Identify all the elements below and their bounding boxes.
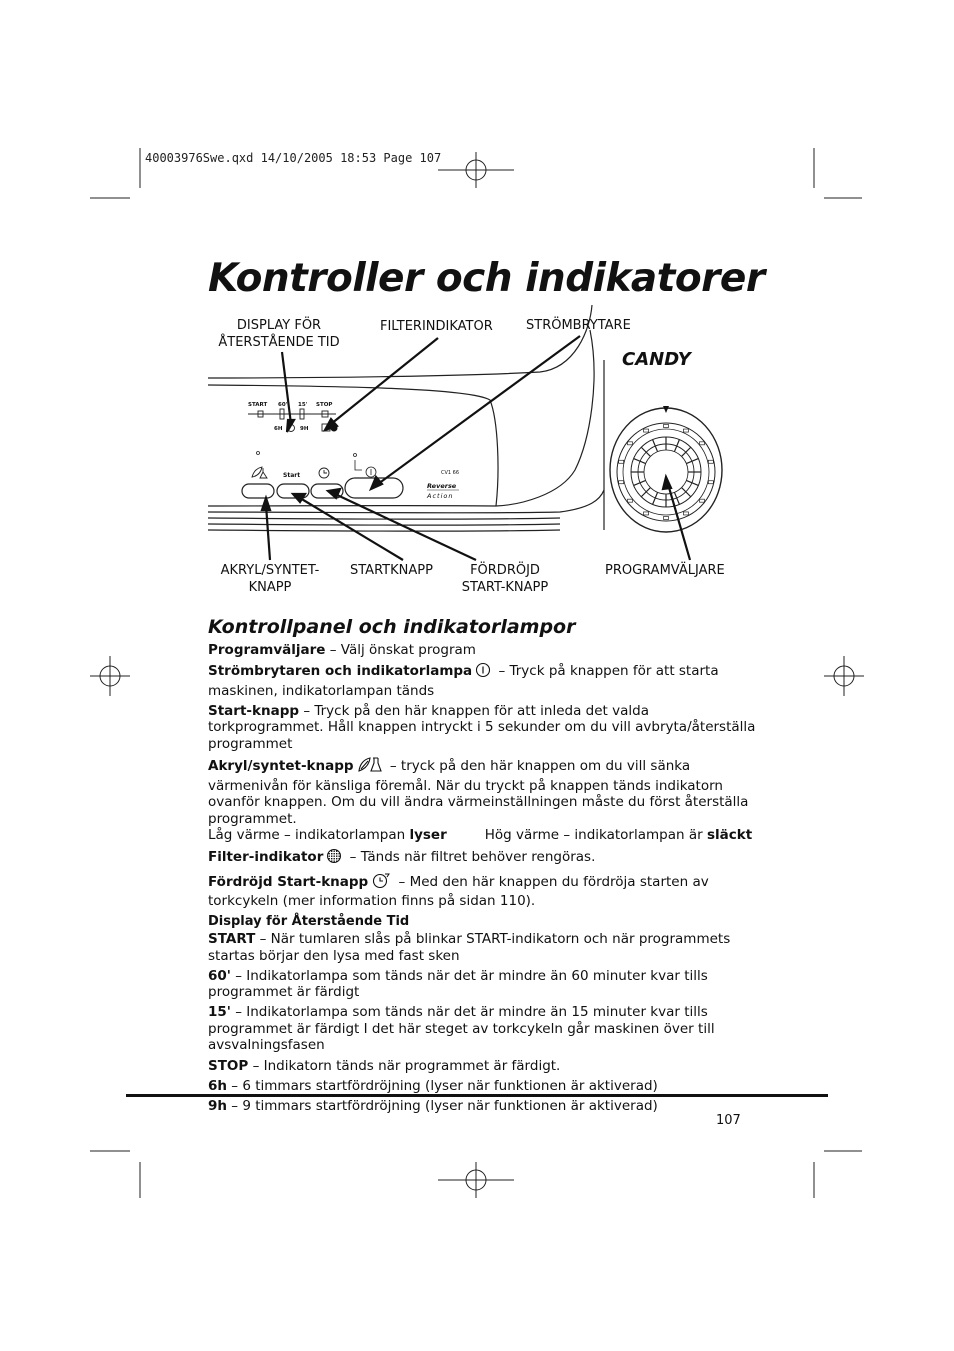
section-body xyxy=(208,642,768,1118)
item-startknapp: Start-knapp – Tryck på den här knappen för att inleda det valda torkprogrammet. Håll knappen intryckt i 5 sekunder om du vill avbryta/återställa programmet xyxy=(208,702,756,752)
dial-program-mark xyxy=(664,517,669,520)
item-display-heading: Display för Återstående Tid xyxy=(208,914,410,930)
dial-program-mark xyxy=(644,429,649,432)
reverse-label: Reverse xyxy=(427,482,457,490)
dial-program-mark xyxy=(683,429,688,432)
indicator-label-start: START xyxy=(248,402,268,408)
delay-clock-icon xyxy=(371,872,391,894)
indicator-label-stop: STOP xyxy=(316,402,333,408)
label-start: STARTKNAPP xyxy=(350,563,433,578)
start-button-label: Start xyxy=(283,472,301,479)
label-delay: FÖRDRÖJD START-KNAPP xyxy=(461,563,549,595)
dial-program-mark xyxy=(708,481,713,484)
label-power: STRÖMBRYTARE xyxy=(526,318,631,333)
print-slug: 40003976Swe.qxd 14/10/2005 18:53 Page 107 xyxy=(145,151,442,165)
acryl-synthetic-button[interactable] xyxy=(242,484,274,498)
bottom-rule xyxy=(126,1094,828,1097)
delay-label-9h: 9H xyxy=(300,426,309,432)
item-fordrojd: Fördröjd Start-knapp – Med den här knappen du fördröja starten av torkcykeln (mer information finns på sidan 110). xyxy=(208,873,709,910)
leaf-flask-icon xyxy=(252,467,267,478)
page-title: Kontroller och indikatorer xyxy=(208,256,765,301)
delay-label-6h: 6H xyxy=(274,426,283,432)
indicator-label-60: 60' xyxy=(278,402,288,408)
dial-program-mark xyxy=(628,499,633,502)
dial-tick xyxy=(682,488,691,497)
label-acryl: AKRYL/SYNTET- KNAPP xyxy=(220,563,320,595)
filter-icon xyxy=(326,848,342,869)
item-akryl: Akryl/syntet-knapp – tryck på den här knappen om du vill sänka värmenivån för känsliga föremål. När du tryckt på knappen tänds indikatorn ovanför knappen. Om du vill ändra värmeinställningen måste du först återställa programmet. xyxy=(208,758,749,827)
dial-program-mark xyxy=(619,460,624,463)
program-dial[interactable] xyxy=(610,408,722,532)
dial-tick xyxy=(682,447,691,456)
dial-program-mark xyxy=(699,499,704,502)
label-display: DISPLAY FÖR ÅTERSTÅENDE TID xyxy=(218,318,340,350)
indicator-label-15: 15' xyxy=(298,402,308,408)
model-label: CV1 66 xyxy=(441,470,460,476)
dial-program-mark xyxy=(664,425,669,428)
dial-program-mark xyxy=(628,442,633,445)
action-label: Action xyxy=(427,492,454,500)
leaf-flask-icon xyxy=(357,756,383,778)
item-strombrytaren: Strömbrytaren och indikatorlampa – Tryck på knappen för att starta maskinen, indikatorlampan tänds xyxy=(208,663,719,699)
dial-tick xyxy=(641,447,650,456)
dial-program-mark xyxy=(619,481,624,484)
item-60: 60' – Indikatorlampa som tänds när det är mindre än 60 minuter kvar tills programmet är färdigt xyxy=(208,967,708,1001)
dial-program-mark xyxy=(708,460,713,463)
item-15: 15' – Indikatorlampa som tänds när det är mindre än 15 minuter kvar tills programmet är färdigt I det här steget av torkcykeln går maskinen över till avsvalningsfasen xyxy=(208,1004,715,1054)
dial-tick xyxy=(641,488,650,497)
item-filter: Filter-indikator – Tänds när filtret behöver rengöras. xyxy=(208,848,768,869)
item-heat: Låg värme – indikatorlampan lyser Hög värme – indikatorlampan är släckt xyxy=(208,827,753,844)
control-panel-illustration xyxy=(0,0,954,600)
label-program: PROGRAMVÄLJARE xyxy=(605,563,725,578)
item-programvaljare: Programväljare – Välj önskat program xyxy=(208,642,476,658)
section-heading: Kontrollpanel och indikatorlampor xyxy=(208,616,576,638)
page-number: 107 xyxy=(716,1113,741,1128)
dial-program-mark xyxy=(644,512,649,515)
brand-logo: CANDY xyxy=(622,349,691,370)
power-icon xyxy=(475,662,491,683)
item-6h: 6h – 6 timmars startfördröjning (lyser när funktionen är aktiverad) xyxy=(208,1077,658,1094)
dial-program-mark xyxy=(683,512,688,515)
dial-program-mark xyxy=(699,442,704,445)
label-filter: FILTERINDIKATOR xyxy=(380,319,493,334)
item-start: START – När tumlaren slås på blinkar START-indikatorn och när programmets startas börjar den lysa med fast sken xyxy=(208,930,731,964)
item-stop: STOP – Indikatorn tänds när programmet är färdigt. xyxy=(208,1057,561,1074)
item-9h: 9h – 9 timmars startfördröjning (lyser när funktionen är aktiverad) xyxy=(208,1097,658,1114)
